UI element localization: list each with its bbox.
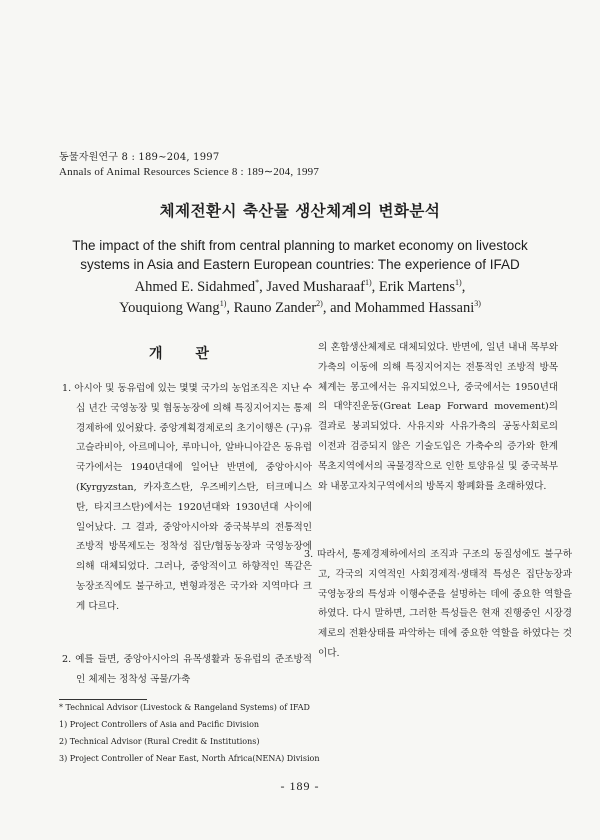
author-1-affiliation: *	[255, 278, 260, 288]
author-separator: ,	[259, 279, 267, 295]
page-number: - 189 -	[280, 779, 320, 793]
author-list	[40, 277, 560, 319]
author-3-affiliation: 1)	[455, 278, 462, 288]
author-separator: ,	[371, 279, 379, 295]
author-separator: ,	[226, 300, 234, 316]
footnote-2: 1) Project Controllers of Asia and Pacific Division	[59, 720, 260, 729]
footnote-4: 3) Project Controller of Near East, North Africa(NENA) Division	[59, 754, 320, 763]
author-separator: ,	[461, 279, 466, 295]
journal-citation-korean: 동물자원연구 8 : 189∼204, 1997	[59, 152, 220, 163]
paragraph-2-continued: 의 혼합생산체제로 대체되었다. 반면에, 일년 내내 목부와 가축의 이동에 의해 특징지어지는 전통적인 조방적 방목체계는 몽고에서는 유지되었으나, 중국에서는 1950년대의 대약진운동(Great Leap Forward movement)의 결과로 붕괴되었다. 사유지와 사유가축의 공동사회로의 이전과 검증되지 않은 기술도입은 가축수의 증가와 한계목초지역에서의 곡물경작으로 인한 토양유실 및 중국북부와 내몽고자치구역에서의 방목지 황폐화를 초래하였다.	[318, 342, 558, 492]
paragraph-2: 2. 예를 들면, 중앙아시아의 유목생활과 동유럽의 준조방적인 체제는 정착성 곡물/가축	[62, 654, 312, 685]
author-4: Youquiong Wang	[119, 300, 220, 316]
author-1: Ahmed E. Sidahmed	[134, 279, 256, 295]
author-separator: , and	[322, 300, 355, 316]
footnote-1: * Technical Advisor (Livestock & Rangeland Systems) of IFAD	[59, 703, 310, 712]
footnote-divider	[59, 699, 147, 700]
author-3: Erik Martens	[378, 279, 456, 295]
author-5: Rauno Zander	[233, 300, 317, 316]
footnote-3: 2) Technical Advisor (Rural Credit & Institutions)	[59, 737, 260, 746]
author-4-affiliation: 1)	[219, 299, 227, 309]
author-2-affiliation: 1)	[364, 278, 372, 288]
paragraph-3: 3. 따라서, 통제경제하에서의 조직과 구조의 동질성에도 불구하고, 각국의 지역적인 사회경제적·생태적 특성은 집단농장과 국영농장의 특성과 이행수준을 설명하는 데에 중요한 역할을 하였다. 다시 말하면, 그러한 특성들은 현재 진행중인 시장경제로의 전환상태를 파악하는 데에 중요한 역할을 하였다는 것이다.	[304, 549, 572, 659]
author-5-affiliation: 2)	[316, 299, 323, 309]
author-2: Javed Musharaaf	[266, 279, 365, 295]
paper-title-korean: 체제전환시 축산물 생산체계의 변화분석	[159, 202, 441, 220]
author-6: Mohammed Hassani	[354, 300, 475, 316]
section-heading-overview: 개 관	[149, 346, 209, 362]
journal-citation-english: Annals of Animal Resources Science 8 : 189∼204, 1997	[59, 166, 320, 178]
author-6-affiliation: 3)	[474, 299, 481, 309]
paragraph-1: 1. 아시아 및 동유럽에 있는 몇몇 국가의 농업조직은 지난 수십 년간 국영농장 및 협동농장에 의해 특징지어지는 통제경제하에 있어왔다. 중앙계획경제로의 초기이행은 (구)유고슬라비아, 아르메니아, 루마니아, 알바니아같은 동유럽국가에서는 1940년대에 일어난 반면에, 중앙아시아(Kyrgyzstan, 카자흐스탄, 우즈베키스탄, 터크메니스탄, 타지크스탄)에서는 1920년대와 1930년대 사이에 일어났다. 그 결과, 중앙아시아와 중국북부의 전통적인 조방적 방목제도는 정착성 집단/협동농장과 국영농장에 의해 대체되었다. 그러나, 중앙적이고 하향적인 똑같은 농장조직에도 불구하고, 변형과정은 국가와 지역마다 크게 다르다.	[62, 383, 312, 612]
paper-title-english: The impact of the shift from central planning to market economy on livestock systems in Asia and Eastern European countries: The experience of IFAD	[72, 238, 528, 272]
